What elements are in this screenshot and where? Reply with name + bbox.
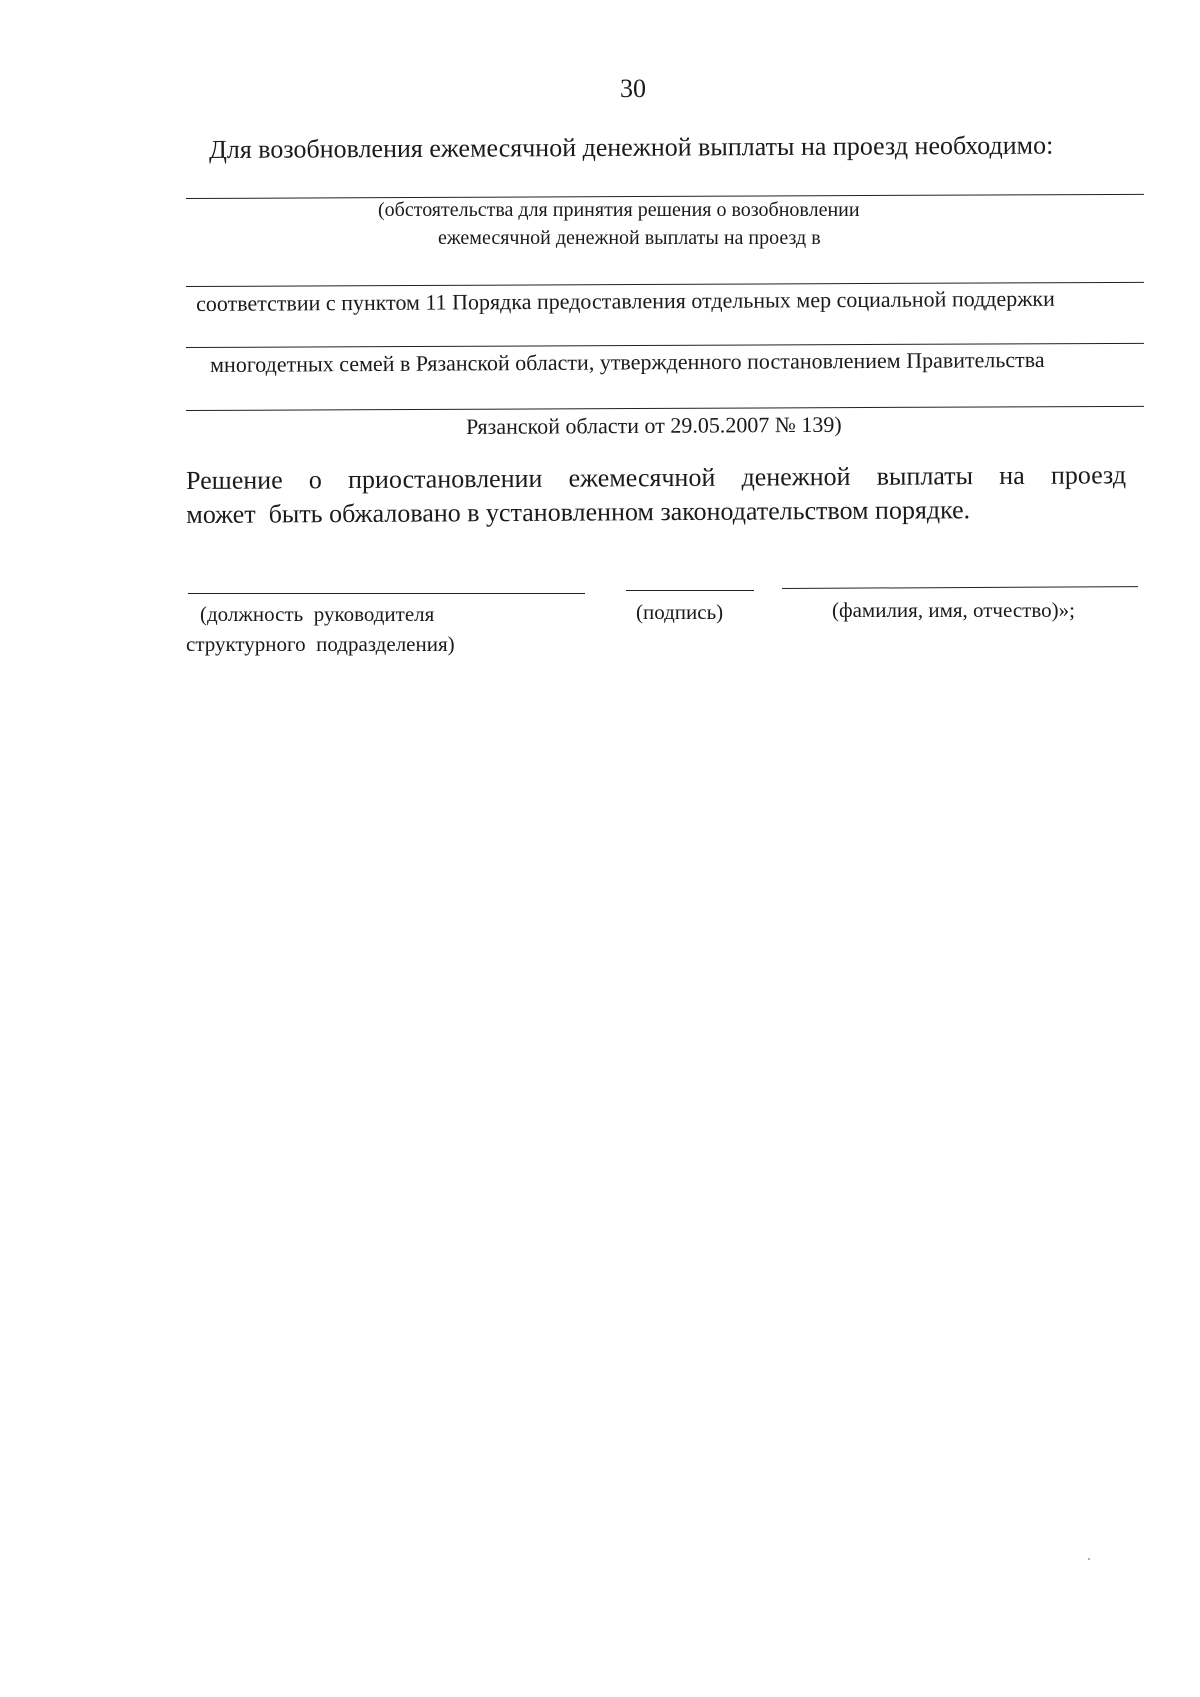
legal-line-2: многодетных семей в Рязанской области, утвержденного постановлением Правительства xyxy=(210,346,1045,377)
paragraph-word: о xyxy=(308,465,322,495)
legal-line-3: Рязанской области от 29.05.2007 № 139) xyxy=(466,411,842,439)
caption-line-2: ежемесячной денежной выплаты на проезд в xyxy=(438,227,821,249)
legal-line-1: соответствии с пунктом 11 Порядка предоставления отдельных мер социальной поддержки xyxy=(196,285,1055,316)
scan-speck xyxy=(1088,1558,1090,1560)
page-number: 30 xyxy=(620,74,646,103)
paragraph-line-1 xyxy=(186,458,1126,498)
signature-line xyxy=(626,590,754,591)
position-caption-line-1: (должность руководителя xyxy=(200,602,435,626)
position-caption-line-2: структурного подразделения) xyxy=(186,632,455,656)
paragraph-word: Решение xyxy=(186,465,283,495)
paragraph-word: ежемесячной xyxy=(568,462,716,493)
heading: Для возобновления ежемесячной денежной выплаты на проезд необходимо: xyxy=(209,130,1054,164)
appeal-paragraph xyxy=(186,458,1126,532)
paragraph-word: приостановлении xyxy=(347,463,543,495)
name-caption: (фамилия, имя, отчество)»; xyxy=(832,598,1075,622)
caption-line-1: (обстоятельства для принятия решения о возобновлении xyxy=(378,199,860,221)
signature-caption: (подпись) xyxy=(636,600,724,624)
paragraph-word: выплаты xyxy=(876,461,974,491)
paragraph-line-2: может быть обжаловано в установленном законодательством порядке. xyxy=(186,495,971,529)
name-line xyxy=(782,586,1138,589)
paragraph-word: денежной xyxy=(741,461,851,492)
paragraph-word: проезд xyxy=(1050,460,1127,490)
position-line xyxy=(188,593,585,594)
fill-line xyxy=(186,406,1144,411)
paragraph-word: на xyxy=(999,460,1025,491)
